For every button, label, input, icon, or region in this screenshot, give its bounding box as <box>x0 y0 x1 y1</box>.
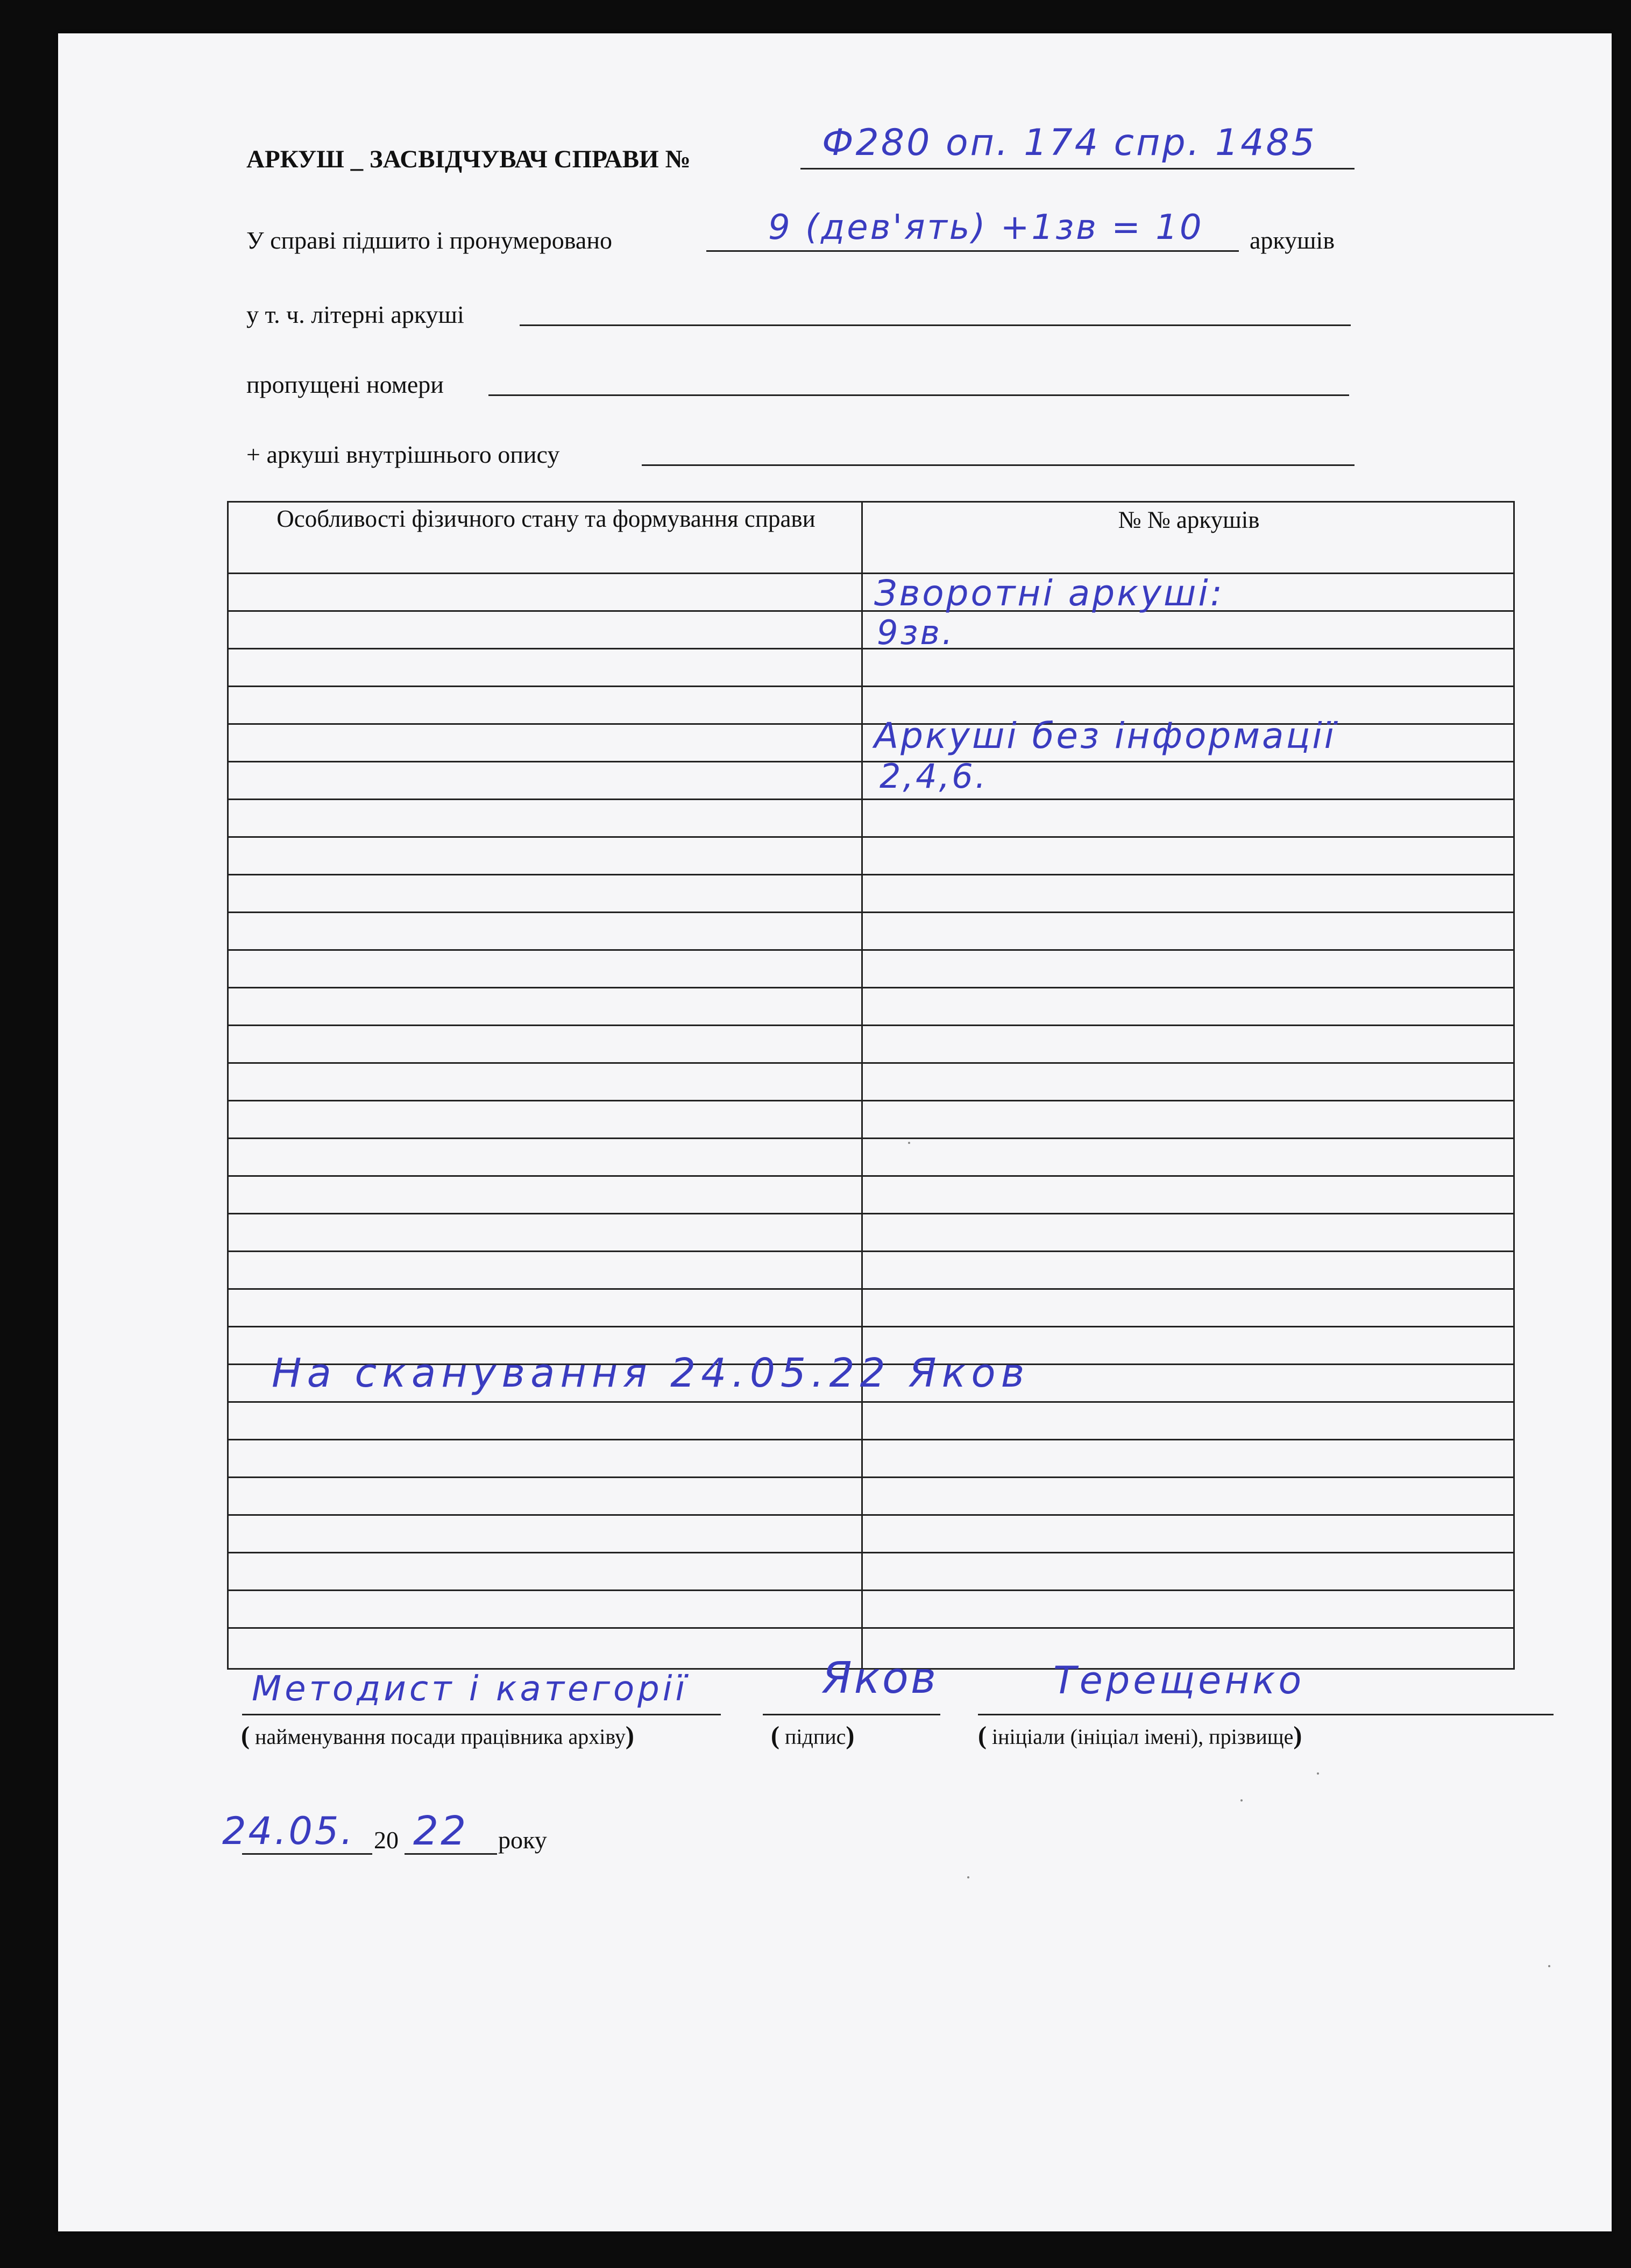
inventory-blank <box>642 464 1355 466</box>
position-caption-text: найменування посади працівника архіву <box>254 1725 626 1749</box>
entry-reverse-sheets: Зворотні аркуші: <box>874 573 1225 614</box>
day-month-blank <box>242 1853 372 1855</box>
table-rule <box>229 1213 1513 1214</box>
table-rule <box>229 1062 1513 1064</box>
dust-speck <box>908 1142 910 1144</box>
table-rule <box>229 1627 1513 1629</box>
table-rule <box>229 1326 1513 1327</box>
lettered-line <box>246 294 1403 332</box>
position-handwritten: Методист і категорії <box>252 1669 689 1709</box>
col1-header: Особливості фізичного стану та формування справи <box>276 505 816 532</box>
table-rule <box>229 1552 1513 1553</box>
table-rule <box>229 648 1513 649</box>
dust-speck <box>1548 1965 1550 1967</box>
case-number-handwritten: Ф280 оп. 174 спр. 1485 <box>822 122 1317 164</box>
table-rule <box>229 836 1513 838</box>
lettered-label: у т. ч. літерні аркуші <box>246 301 464 328</box>
table-rule <box>229 1025 1513 1026</box>
table-rule <box>229 1137 1513 1139</box>
table-rule <box>229 987 1513 988</box>
table-rule <box>229 1250 1513 1252</box>
table-rule <box>229 686 1513 687</box>
missing-label: пропущені номери <box>246 371 444 398</box>
missing-line <box>246 364 1403 402</box>
inventory-label: + аркуші внутрішнього опису <box>246 441 560 468</box>
signature-blank <box>763 1714 940 1715</box>
table-rule <box>229 761 1513 762</box>
name-blank <box>978 1714 1554 1715</box>
dust-speck <box>967 1876 969 1878</box>
table-rule <box>229 1439 1513 1440</box>
inventory-line <box>246 434 1403 472</box>
title-line <box>246 122 1376 179</box>
sewn-count-handwritten: 9 (дев'ять) +1зв = 10 <box>768 208 1204 248</box>
position-blank <box>242 1714 721 1715</box>
column-separator <box>861 503 863 1668</box>
table-rule <box>229 1175 1513 1177</box>
table-rule <box>229 1476 1513 1478</box>
table-rule <box>229 1100 1513 1101</box>
dust-speck <box>1240 1799 1243 1801</box>
sewn-label: У справі підшито і пронумеровано <box>246 227 612 254</box>
day-month-handwritten: 24.05. <box>222 1809 355 1853</box>
table-rule <box>229 1514 1513 1516</box>
signature-handwritten: Яков <box>822 1653 938 1703</box>
sewn-suffix: аркушів <box>1250 227 1335 254</box>
table-rule <box>229 874 1513 875</box>
title-label: АРКУШ _ ЗАСВІДЧУВАЧ СПРАВИ № <box>246 145 691 173</box>
col2-header: № № аркушів <box>1118 506 1260 533</box>
scan-note: На сканування 24.05.22 Яков <box>272 1350 1030 1396</box>
dust-speck <box>1317 1772 1319 1775</box>
signature-caption: ( підпис) <box>771 1721 855 1750</box>
year-suffix-handwritten: 22 <box>413 1808 469 1854</box>
entry-blank-sheets-list: 2,4,6. <box>880 757 988 796</box>
table-rule <box>229 912 1513 913</box>
title-blank <box>800 168 1355 169</box>
year-word: року <box>498 1826 547 1854</box>
lettered-blank <box>520 324 1351 326</box>
signature-caption-text: підпис <box>784 1725 846 1749</box>
name-caption-text: ініціали (ініціал імені), прізвище <box>991 1725 1294 1749</box>
table-rule <box>229 573 1513 574</box>
sewn-blank <box>706 250 1239 252</box>
name-handwritten: Терещенко <box>1053 1658 1305 1702</box>
table-rule <box>229 949 1513 951</box>
archive-sheet <box>58 33 1612 2231</box>
table-rule <box>229 610 1513 612</box>
year-prefix: 20 <box>374 1826 399 1854</box>
entry-blank-sheets: Аркуші без інформації <box>874 715 1337 757</box>
entry-reverse-sheets-list: 9зв. <box>877 613 955 652</box>
sewn-line <box>246 208 1403 262</box>
missing-blank <box>488 394 1349 396</box>
name-caption: ( ініціали (ініціал імені), прізвище) <box>978 1721 1302 1750</box>
table-rule <box>229 1401 1513 1403</box>
table-rule <box>229 1589 1513 1591</box>
position-caption: ( найменування посади працівника архіву) <box>241 1721 634 1750</box>
table-rule <box>229 1288 1513 1290</box>
table-rule <box>229 799 1513 800</box>
condition-table <box>227 501 1515 1670</box>
